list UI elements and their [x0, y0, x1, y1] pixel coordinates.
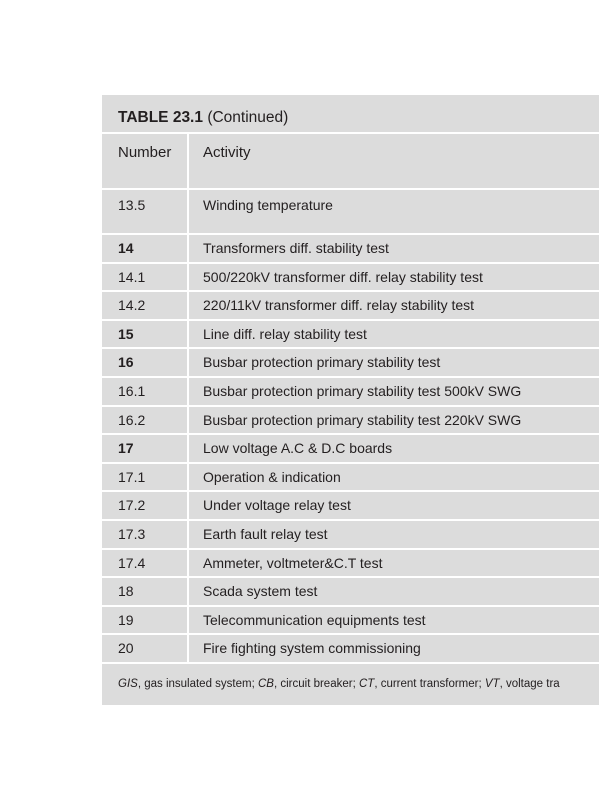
footnote-abbreviation: CT: [358, 678, 375, 690]
row-number: 19: [118, 612, 134, 628]
row-number: 17: [118, 440, 134, 456]
header-activity: Activity: [203, 144, 251, 161]
row-activity: Transformers diff. stability test: [203, 240, 389, 256]
row-number: 16.2: [118, 412, 146, 428]
row-divider: [102, 576, 599, 578]
row-divider: [102, 605, 599, 607]
row-activity: Ammeter, voltmeter&C.T test: [203, 555, 383, 571]
row-divider: [102, 290, 599, 292]
row-activity: Busbar protection primary stability test: [203, 354, 441, 370]
footnote-definition: , circuit breaker;: [273, 678, 359, 690]
row-activity: Winding temperature: [203, 197, 333, 213]
row-number: 20: [118, 640, 134, 656]
row-divider: [102, 462, 599, 464]
row-activity: 220/11kV transformer diff. relay stability test: [203, 297, 475, 313]
column-divider: [187, 132, 189, 662]
row-activity: Busbar protection primary stability test 500kV SWG: [203, 383, 522, 399]
row-divider: [102, 405, 599, 407]
row-activity: Scada system test: [203, 583, 318, 599]
row-number: 14.2: [118, 297, 146, 313]
row-activity: Under voltage relay test: [203, 497, 351, 513]
row-activity: Low voltage A.C & D.C boards: [203, 440, 393, 456]
row-number: 15: [118, 326, 134, 342]
row-number: 13.5: [118, 197, 146, 213]
caption-divider: [102, 132, 599, 134]
footnote-definition: , current transformer;: [374, 678, 485, 690]
footnote-abbreviation: VT: [484, 678, 500, 690]
row-divider: [102, 548, 599, 550]
row-divider: [102, 633, 599, 635]
footnote-abbreviation: CB: [257, 678, 274, 690]
row-divider: [102, 662, 599, 664]
row-number: 17.3: [118, 526, 146, 542]
row-divider: [102, 262, 599, 264]
row-number: 16: [118, 354, 134, 370]
row-divider: [102, 347, 599, 349]
table-container: [102, 95, 599, 705]
footnote-definition: , voltage tra: [499, 678, 560, 690]
row-activity: Telecommunication equipments test: [203, 612, 426, 628]
row-number: 17.4: [118, 555, 146, 571]
row-number: 16.1: [118, 383, 146, 399]
row-activity: 500/220kV transformer diff. relay stability test: [203, 269, 483, 285]
header-number: Number: [118, 144, 172, 161]
row-activity: Fire fighting system commissioning: [203, 640, 421, 656]
row-activity: Busbar protection primary stability test 220kV SWG: [203, 412, 522, 428]
row-number: 17.2: [118, 497, 146, 513]
footnote-abbreviation: GIS: [118, 678, 138, 690]
row-divider: [102, 188, 599, 190]
row-divider: [102, 519, 599, 521]
table-caption-text: (Continued): [207, 109, 289, 126]
row-activity: Earth fault relay test: [203, 526, 328, 542]
row-number: 17.1: [118, 469, 146, 485]
table-footnote: [118, 677, 560, 691]
row-divider: [102, 490, 599, 492]
row-number: 18: [118, 583, 134, 599]
row-number: 14: [118, 240, 134, 256]
row-divider: [102, 319, 599, 321]
table-caption-number: TABLE 23.1: [118, 109, 203, 126]
row-number: 14.1: [118, 269, 146, 285]
row-divider: [102, 376, 599, 378]
row-activity: Line diff. relay stability test: [203, 326, 367, 342]
row-divider: [102, 233, 599, 235]
row-activity: Operation & indication: [203, 469, 341, 485]
footnote-definition: , gas insulated system;: [137, 678, 258, 690]
row-divider: [102, 433, 599, 435]
table-caption: [118, 109, 288, 127]
